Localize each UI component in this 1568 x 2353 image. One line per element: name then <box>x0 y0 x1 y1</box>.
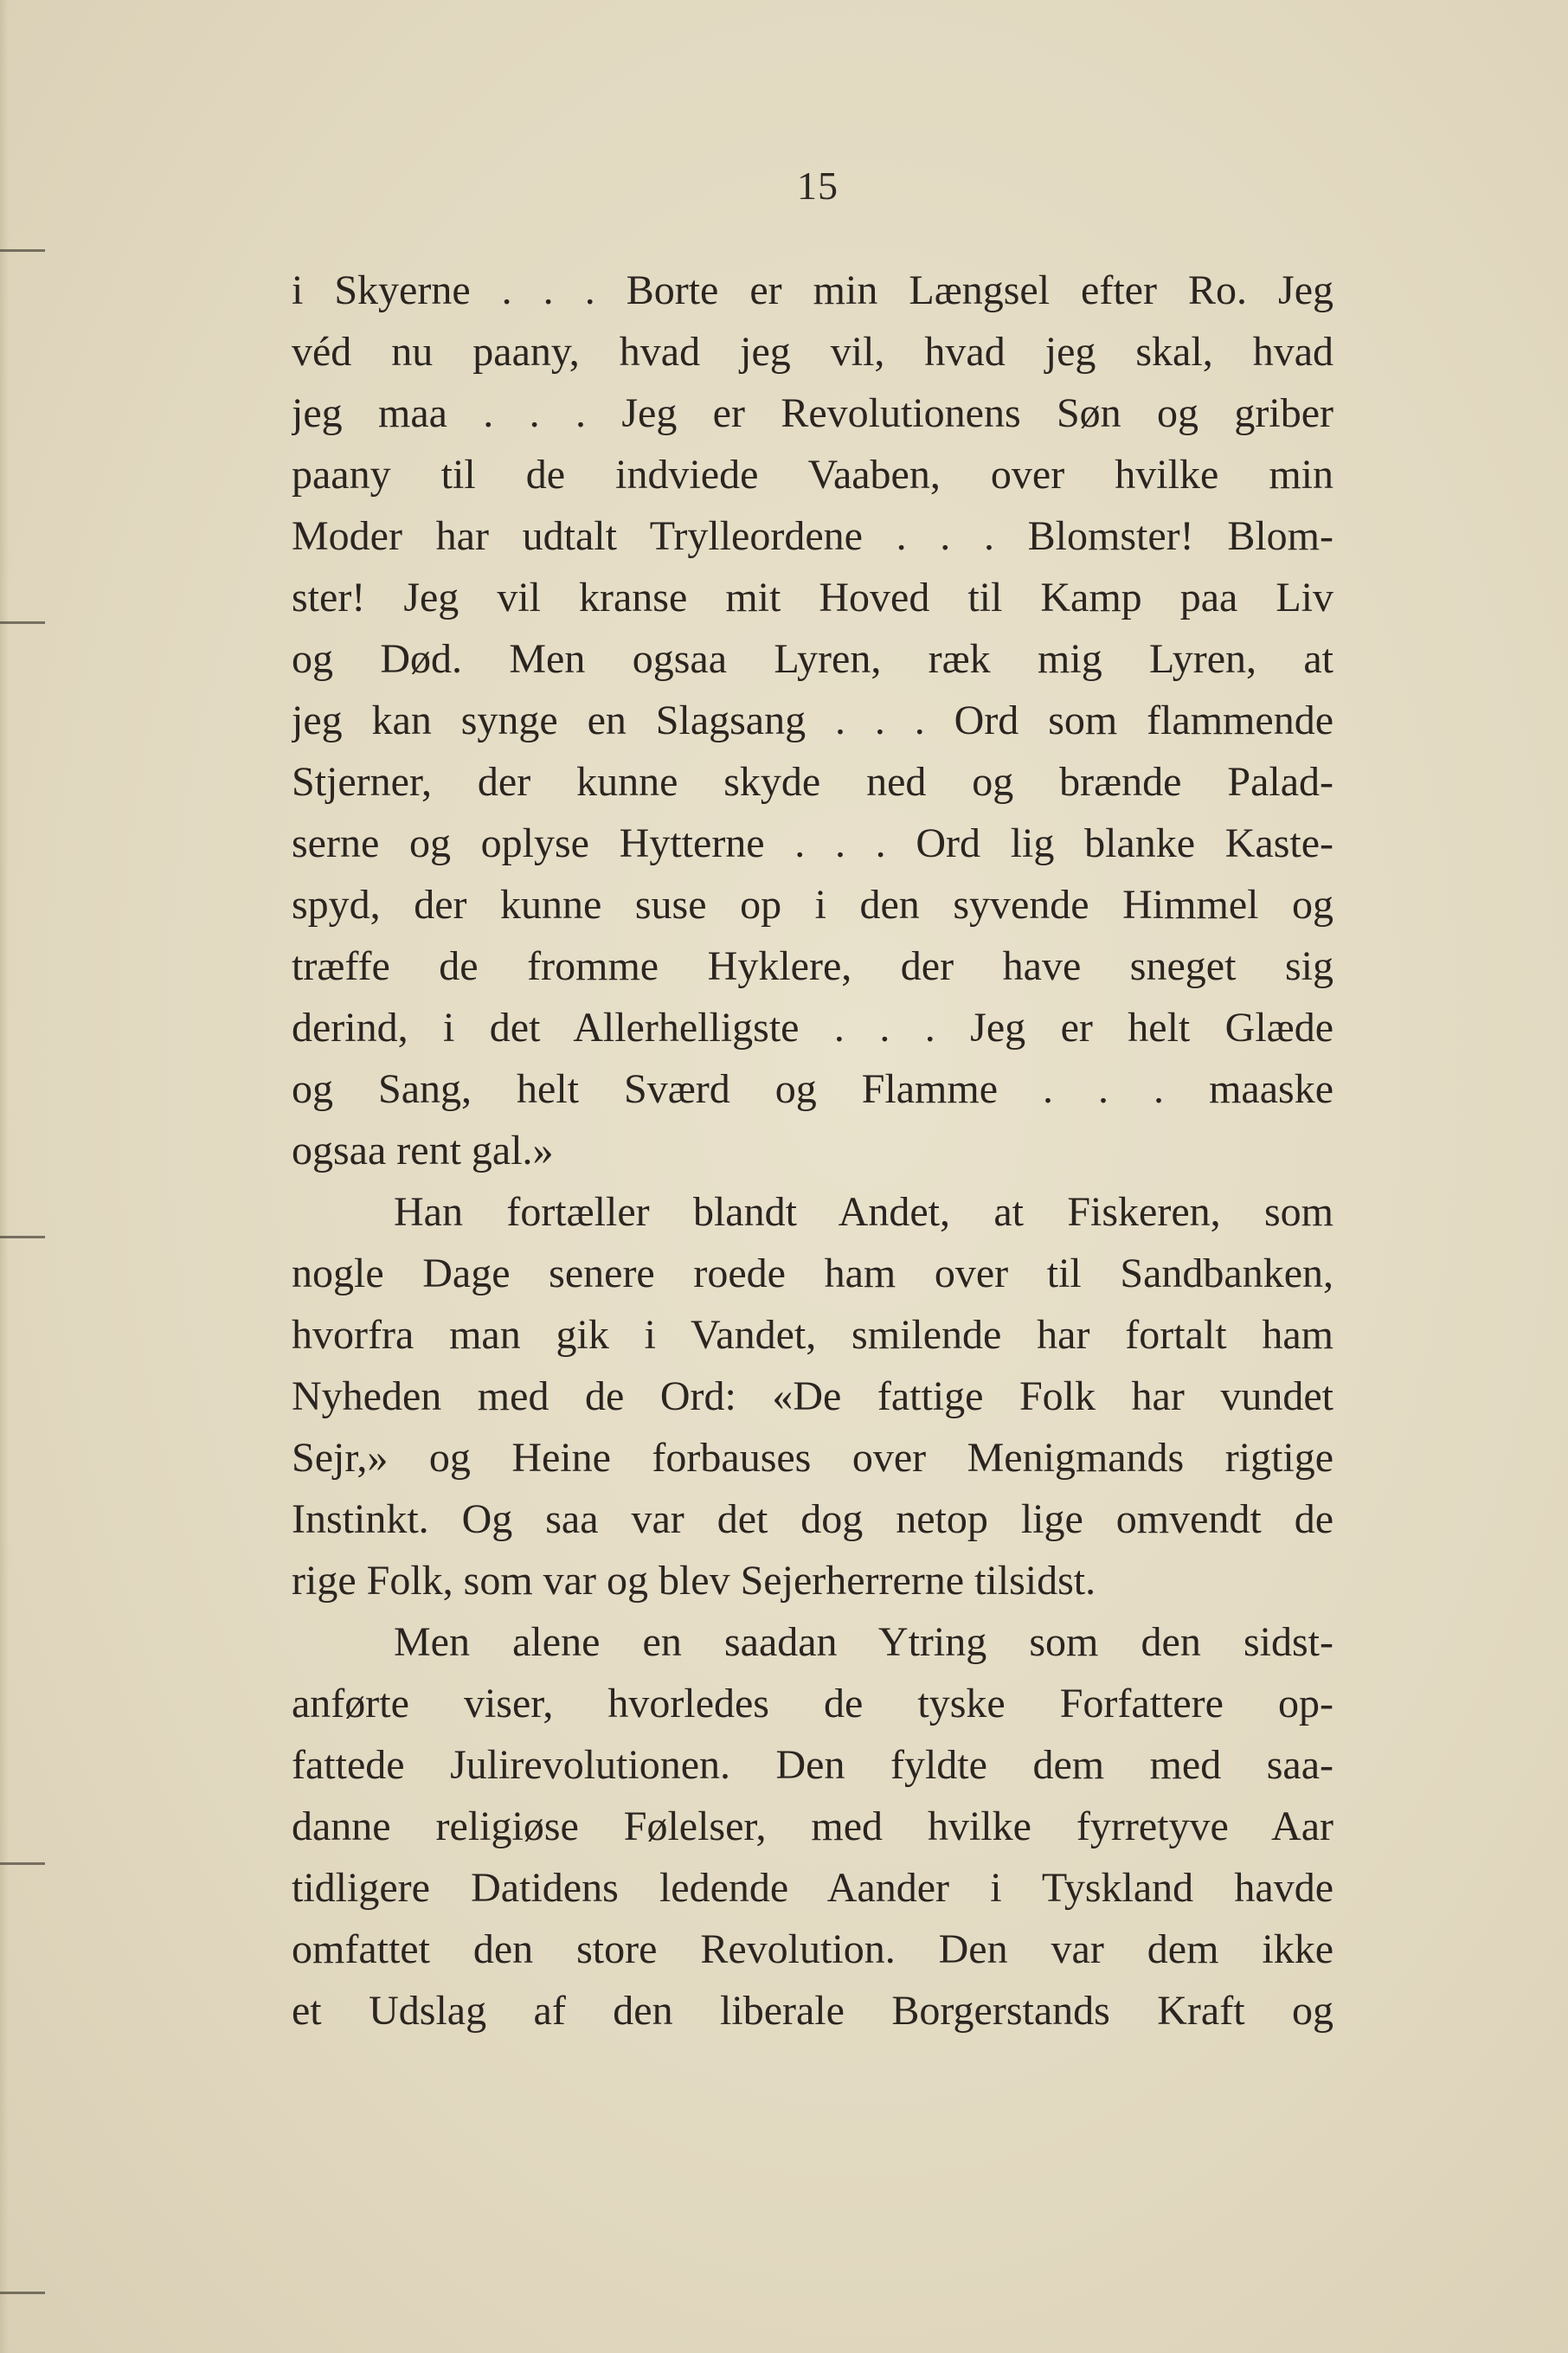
text-line: nogle Dage senere roede ham over til Sandbanken, <box>292 1250 1333 1296</box>
text-line: Moder har udtalt Trylleordene . . . Blomster! Blom- <box>292 513 1333 559</box>
text-line: jeg maa . . . Jeg er Revolutionens Søn og griber <box>292 390 1333 436</box>
text-line: ster! Jeg vil kranse mit Hoved til Kamp paa Liv <box>292 575 1333 620</box>
text-line: Men alene en saadan Ytring som den sidst- <box>394 1619 1333 1665</box>
margin-mark <box>0 2292 45 2294</box>
text-line: og Sang, helt Sværd og Flamme . . . maaske <box>292 1066 1333 1112</box>
text-line: danne religiøse Følelser, med hvilke fyrretyve Aar <box>292 1803 1333 1849</box>
margin-mark <box>0 249 45 252</box>
text-line: Instinkt. Og saa var det dog netop lige omvendt de <box>292 1496 1333 1542</box>
body-text <box>292 260 1333 2041</box>
text-line: omfattet den store Revolution. Den var dem ikke <box>292 1926 1333 1972</box>
text-line: anførte viser, hvorledes de tyske Forfattere op- <box>292 1681 1333 1726</box>
text-line: tidligere Datidens ledende Aander i Tyskland havde <box>292 1865 1333 1911</box>
margin-mark <box>0 1236 45 1238</box>
text-line: et Udslag af den liberale Borgerstands Kraft og <box>292 1988 1333 2034</box>
text-line: serne og oplyse Hytterne . . . Ord lig blanke Kaste- <box>292 820 1333 866</box>
text-line: derind, i det Allerhelligste . . . Jeg er helt Glæde <box>292 1005 1333 1051</box>
text-line: træffe de fromme Hyklere, der have sneget sig <box>292 943 1333 989</box>
text-line: i Skyerne . . . Borte er min Længsel efter Ro. Jeg <box>292 267 1333 313</box>
text-line: hvorfra man gik i Vandet, smilende har fortalt ham <box>292 1312 1333 1358</box>
page-edge-shadow <box>0 0 9 2353</box>
margin-mark <box>0 1862 45 1865</box>
text-line: Sejr,» og Heine forbauses over Menigmands rigtige <box>292 1435 1333 1481</box>
text-line: spyd, der kunne suse op i den syvende Himmel og <box>292 882 1333 928</box>
text-line: Han fortæller blandt Andet, at Fiskeren, som <box>394 1189 1333 1235</box>
text-line: paany til de indviede Vaaben, over hvilke min <box>292 452 1333 498</box>
text-line: fattede Julirevolutionen. Den fyldte dem med saa- <box>292 1742 1333 1788</box>
text-line: Stjerner, der kunne skyde ned og brænde Palad- <box>292 759 1333 805</box>
page-number: 15 <box>797 164 839 208</box>
margin-mark <box>0 621 45 624</box>
text-line: og Død. Men ogsaa Lyren, ræk mig Lyren, at <box>292 636 1333 682</box>
text-line: rige Folk, som var og blev Sejerherrerne tilsidst. <box>292 1558 1096 1604</box>
text-line: véd nu paany, hvad jeg vil, hvad jeg skal, hvad <box>292 329 1333 375</box>
text-line: Nyheden med de Ord: «De fattige Folk har vundet <box>292 1373 1333 1419</box>
text-line: ogsaa rent gal.» <box>292 1128 554 1173</box>
text-line: jeg kan synge en Slagsang . . . Ord som flammende <box>292 698 1333 743</box>
